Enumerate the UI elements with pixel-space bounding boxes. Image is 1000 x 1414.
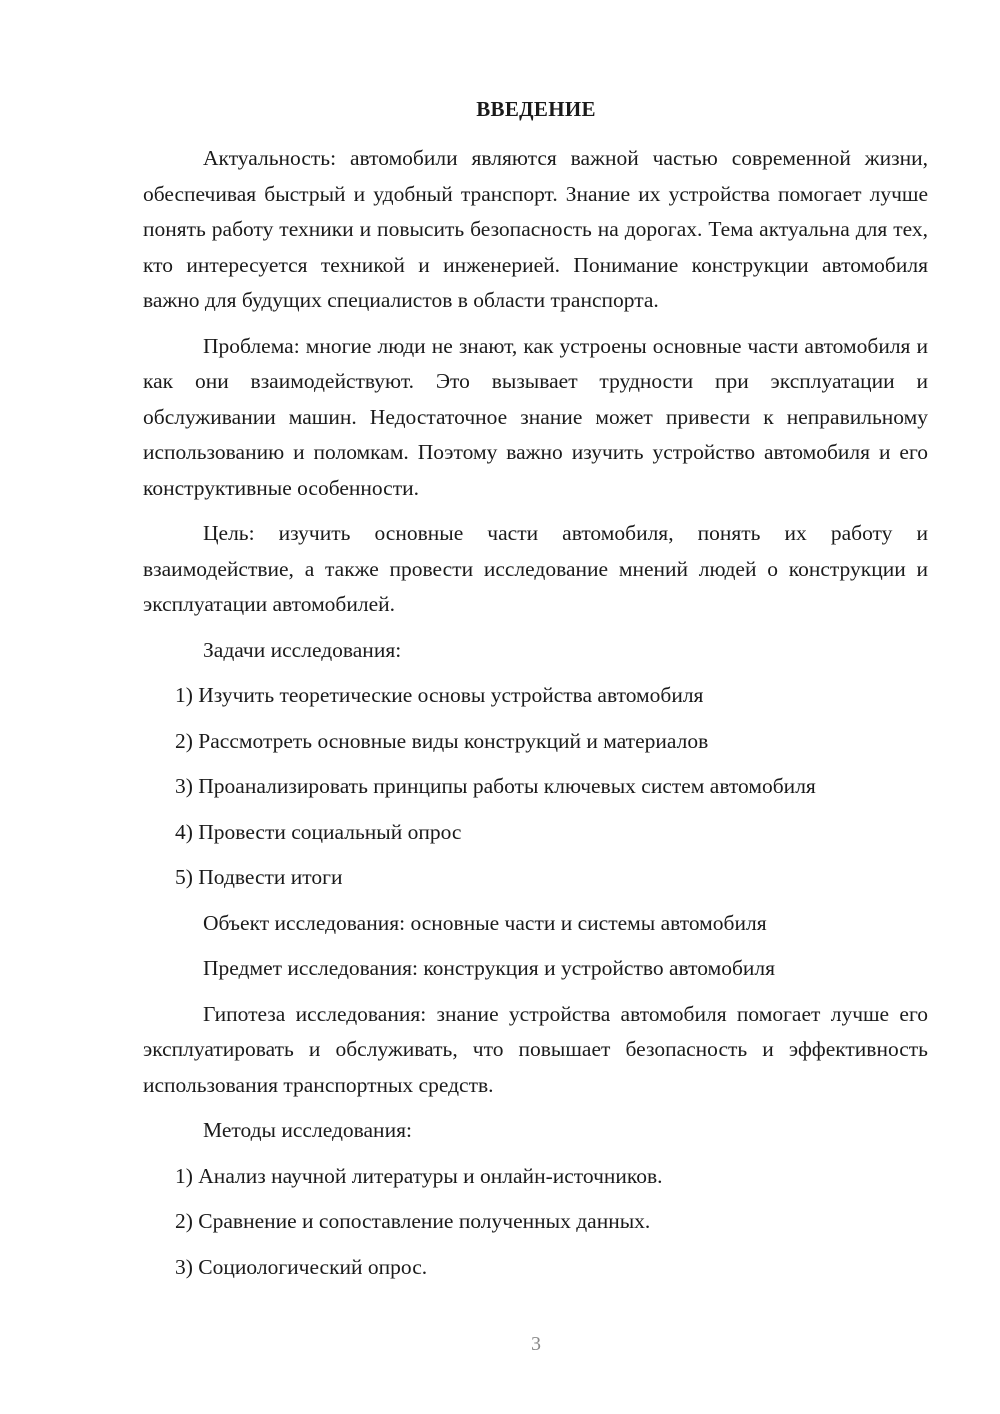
hypothesis-paragraph: Гипотеза исследования: знание устройства автомобиля помогает лучше его эксплуатировать и обслуживать, что повышает безопасность и эффективность использования транспортных средств. <box>143 1001 928 1097</box>
task-item: 2) Рассмотреть основные виды конструкций и материалов <box>175 728 709 753</box>
task-item: 5) Подвести итоги <box>175 865 343 889</box>
methods-title: Методы исследования: <box>203 1118 412 1142</box>
subject-line: Предмет исследования: конструкция и устройство автомобиля <box>203 956 776 980</box>
task-item: 4) Провести социальный опрос <box>175 819 462 844</box>
tasks-title: Задачи исследования: <box>203 637 402 662</box>
relevance-paragraph: Актуальность: автомобили являются важной частью современной жизни, обеспечивая быстрый и удобный транспорт. Знание их устройства помогает лучше понять работу техники и повысить безопасность на дорогах. Тема актуальна для тех, кто интересуется техникой и инженерией. Понимание конструкции автомобиля важно для будущих специалистов в области транспорта. <box>143 146 928 312</box>
object-line: Объект исследования: основные части и системы автомобиля <box>203 910 767 935</box>
document-body <box>143 141 928 1295</box>
method-item: 1) Анализ научной литературы и онлайн-источников. <box>175 1163 663 1188</box>
page-heading: ВВЕДЕНИЕ <box>476 97 596 121</box>
task-item: 3) Проанализировать принципы работы ключевых систем автомобиля <box>175 774 816 798</box>
goal-paragraph: Цель: изучить основные части автомобиля, понять их работу и взаимодействие, а также провести исследование мнений людей о конструкции и эксплуатации автомобилей. <box>143 521 928 616</box>
method-item: 3) Социологический опрос. <box>175 1254 428 1279</box>
task-item: 1) Изучить теоретические основы устройства автомобиля <box>175 683 704 707</box>
method-item: 2) Сравнение и сопоставление полученных данных. <box>175 1209 651 1233</box>
problem-paragraph: Проблема: многие люди не знают, как устроены основные части автомобиля и как они взаимодействуют. Это вызывает трудности при эксплуатации и обслуживании машин. Недостаточное знание может привести к неправильному использованию и поломкам. Поэтому важно изучить устройство автомобиля и его конструктивные особенности. <box>143 333 928 500</box>
page-number: 3 <box>531 1333 541 1355</box>
